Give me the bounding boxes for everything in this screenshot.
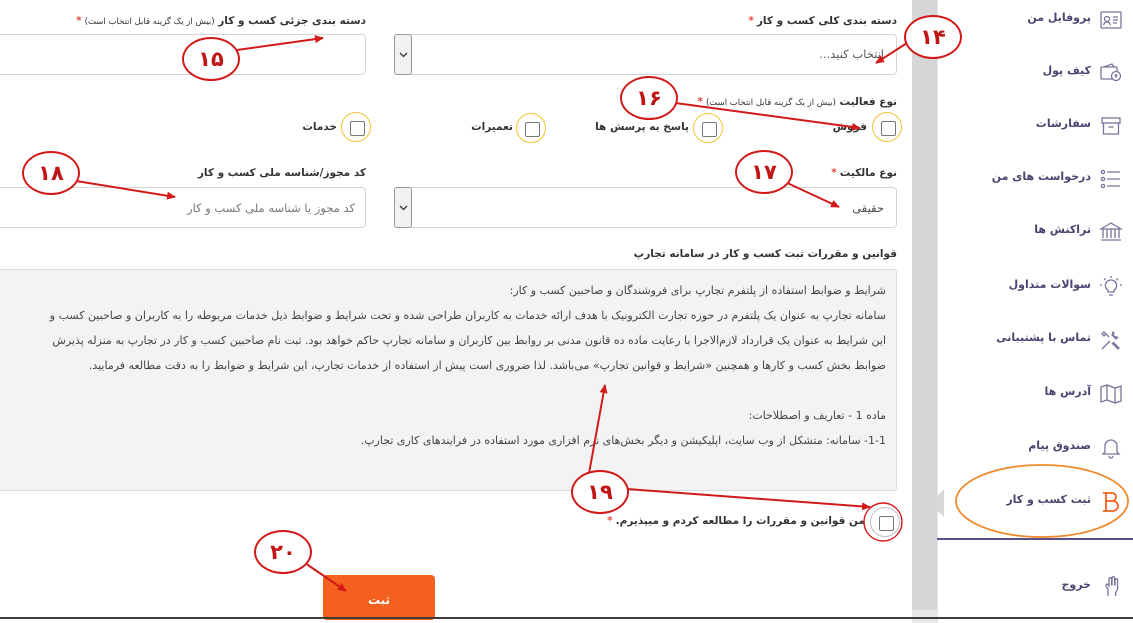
sidebar-item-wallet[interactable] (937, 53, 1133, 93)
terms-title: قوانین و مقررات ثبت کسب و کار در سامانه تجارپ (633, 248, 897, 260)
sidebar-item-label: تماس با پشتیبانی (996, 331, 1091, 344)
sidebar-item-label: صندوق پیام (1028, 439, 1091, 452)
general-category-dropdown-button[interactable] (394, 34, 412, 75)
b-letter-icon (1099, 490, 1123, 514)
ownership-type-label: نوع مالکیت* (831, 167, 897, 179)
sidebar-item-inbox[interactable] (937, 428, 1133, 468)
sidebar-item-label: کیف پول (1042, 64, 1091, 77)
checkbox-services[interactable] (341, 112, 371, 142)
lightbulb-icon (1099, 275, 1123, 299)
bottom-edge-line (0, 617, 1133, 619)
sidebar-divider (937, 538, 1133, 540)
license-label: کد مجوز/شناسه ملی کسب و کار (197, 167, 366, 179)
annotation-number: ۱۹ (571, 470, 629, 514)
terms-line: شرایط و ضوابط استفاده از پلتفرم تجارپ برای فروشندگان و صاحبین کسب و کار: (509, 284, 886, 297)
annotation-arrow (627, 489, 870, 507)
sidebar-item-label: خروج (1061, 578, 1091, 591)
checkbox-repairs[interactable] (516, 113, 546, 143)
annotation-number: ۲۰ (254, 530, 312, 574)
ownership-type-value: حقیقی (852, 201, 884, 215)
checkbox-sales[interactable] (872, 112, 902, 142)
annotation-number: ۱۸ (22, 151, 80, 195)
annotation-number: ۱۶ (620, 76, 678, 120)
sidebar-item-label: درخواست های من (991, 170, 1091, 183)
sub-category-label: دسته بندی جزئی کسب و کار (بیش از یک گزینه قابل انتخاب است)* (76, 15, 366, 27)
general-category-select[interactable] (394, 34, 897, 75)
submit-button[interactable]: ثبت (323, 575, 435, 620)
checkbox-sales-label: فروش (832, 121, 867, 133)
sidebar-item-addresses[interactable] (937, 374, 1133, 414)
terms-line: سامانه تجارپ به عنوان یک پلتفرم در حوزه تجارت الکترونیک با هدف ارائه خدمات به کاربران طراحی شده و تحت شرایط و ضوابط ذیل خدمات مربوطه را به کاربران و صاحبین کسب و (49, 309, 886, 322)
archive-box-icon (1099, 114, 1123, 138)
wallet-icon (1099, 61, 1123, 85)
sidebar-item-logout[interactable] (937, 567, 1133, 607)
sidebar-item-label: سوالات متداول (1008, 278, 1091, 291)
checkbox-answering-label: پاسخ به پرسش ها (595, 121, 689, 133)
sidebar (937, 0, 1133, 623)
profile-card-icon (1099, 8, 1123, 32)
terms-line: 1-1- سامانه: متشکل از وب سایت، اپلیکیشن و دیگر بخش‌های نرم افزاری مورد استفاده در فرایندهای کاری تجارپ. (360, 434, 886, 447)
license-placeholder: کد مجوز یا شناسه ملی کسب و کار (187, 201, 355, 215)
general-category-label: دسته بندی کلی کسب و کار* (748, 15, 897, 27)
activity-type-label: نوع فعالیت (بیش از یک گزینه قابل انتخاب است)* (697, 96, 897, 108)
terms-line: این شرایط به عنوان یک قرارداد لازم‌الاجرا با رعایت ماده ده قانون مدنی بر روابط بین کاربران و سامانه تجارپ حاکم خواهد بود. ثبت نام صاحبین کسب و کار در تجارپ به منزله پذیرش (52, 334, 886, 347)
exit-hand-icon (1099, 575, 1123, 599)
annotation-number: ۱۷ (735, 150, 793, 194)
annotation-number: ۱۴ (904, 15, 962, 59)
sidebar-item-register-business[interactable] (937, 482, 1133, 522)
terms-line: ماده 1 - تعاریف و اصطلاحات: (748, 409, 886, 422)
chevron-down-icon (399, 204, 408, 212)
sidebar-item-support[interactable] (937, 320, 1133, 360)
sidebar-item-transactions[interactable] (937, 212, 1133, 252)
sidebar-item-label: ثبت کسب و کار (1006, 493, 1091, 506)
sidebar-item-label: سفارشات (1035, 117, 1091, 130)
sidebar-item-orders[interactable] (937, 106, 1133, 146)
agree-checkbox[interactable] (870, 507, 900, 537)
terms-textarea[interactable] (0, 269, 897, 491)
sidebar-item-label: تراکنش ها (1034, 223, 1091, 236)
active-item-pointer (930, 489, 944, 517)
sidebar-item-faq[interactable] (937, 267, 1133, 307)
sidebar-item-label: آدرس ها (1044, 385, 1091, 398)
bank-icon (1099, 220, 1123, 244)
general-category-placeholder: انتخاب کنید... (819, 47, 884, 61)
sidebar-item-label: پروفایل من (1027, 11, 1091, 24)
checkbox-repairs-label: تعمیرات (471, 121, 513, 133)
ownership-type-dropdown-button[interactable] (394, 187, 412, 228)
bell-icon (1099, 436, 1123, 460)
sidebar-item-my-requests[interactable] (937, 159, 1133, 199)
chevron-down-icon (399, 51, 408, 59)
sidebar-item-profile[interactable] (937, 0, 1133, 40)
tools-icon (1099, 328, 1123, 352)
list-icon (1099, 167, 1123, 191)
checkbox-services-label: خدمات (302, 121, 337, 133)
checkbox-answering[interactable] (693, 113, 723, 143)
agree-label: من قوانین و مقررات را مطالعه کردم و میپذیرم.* (607, 515, 865, 527)
annotation-number: ۱۵ (182, 37, 240, 81)
terms-line: ضوابط بخش کسب و کارها و همچنین «شرایط و قوانین تجارپ» می‌باشد. لذا ضروری است پیش از استفاده از خدمات تجارپ، این شرایط و ضوابط را به دقت مطالعه فرمایید. (88, 359, 886, 372)
map-icon (1099, 382, 1123, 406)
scrollbar-thumb[interactable] (912, 0, 937, 610)
ownership-type-select[interactable] (394, 187, 897, 228)
